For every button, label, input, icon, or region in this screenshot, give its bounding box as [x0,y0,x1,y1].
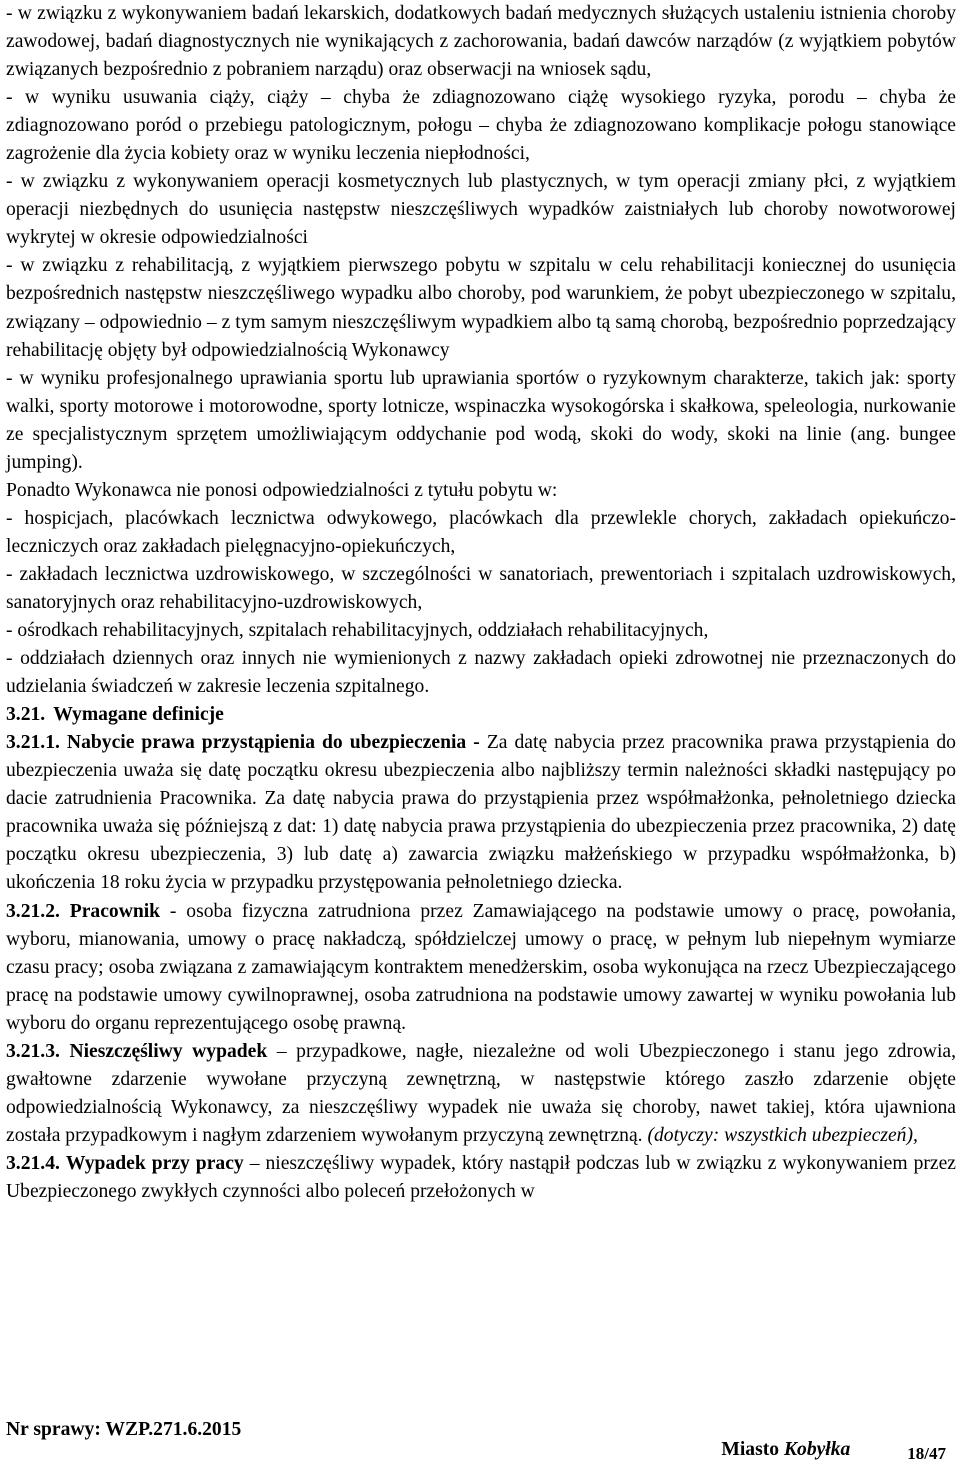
footer-right [721,1436,946,1464]
page-footer [6,1416,946,1464]
city-label: Miasto [721,1439,780,1460]
section-number: 3.21. [6,704,46,726]
definition-item [6,1038,956,1150]
exclusion-item-sanatoria: - zakładach lecznictwa uzdrowiskowego, w szczególności w sanatoriach, prewentoriach i szpitalach uzdrowiskowych, sanatoryjnych oraz rehabilitacyjno-uzdrowiskowych, [6,563,956,613]
definition-text: – nieszczęśliwy wypadek, który nastąpił podczas lub w związku z wykonywaniem przez Ubezpieczonego zwykłych czynności albo poleceń przełożonych w [6,1152,956,1202]
section-title: Wymagane definicje [53,704,224,726]
city-name: Kobyłka [783,1439,851,1460]
definition-term: Nieszczęśliwy wypadek [69,1040,268,1062]
definition-number: 3.21.2. [6,900,60,922]
exclusion-item-cosmetic-surgery: - w związku z wykonywaniem operacji kosmetycznych lub plastycznych, w tym operacji zmiany płci, z wyjątkiem operacji niezbędnych do usunięcia następstw nieszczęśliwych wypadków zaistniałych lub choroby nowotworowej wykrytej w okresie odpowiedzialności [6,171,956,249]
definition-text: – przypadkowe, nagłe, niezależne od woli Ubezpieczonego i stanu jego zdrowia, gwałtowne zdarzenie wywołane przyczyną zewnętrzną, w następstwie którego zaszło zdarzenie objęte odpowiedzialnością Wykonawcy, za nieszczęśliwy wypadek nie uważa się choroby, nawet takiej, która ujawniona została przypadkowym i nagłym zdarzeniem wywołanym przyczyną zewnętrzną. [6,1040,956,1146]
section-heading [6,701,956,729]
definition-number: 3.21.1. [6,732,60,754]
definition-term: Nabycie prawa przystąpienia do ubezpieczenia - [66,732,480,754]
exclusion-item-hospices: - hospicjach, placówkach lecznictwa odwykowego, placówkach dla przewlekle chorych, zakładach opiekuńczo-leczniczych oraz zakładach pielęgnacyjno-opiekuńczych, [6,507,956,557]
exclusion-item-pregnancy: - w wyniku usuwania ciąży, ciąży – chyba że zdiagnozowano ciążę wysokiego ryzyka, porodu – chyba że zdiagnozowano poród o przebiegu patologicznym, połogu – chyba że zdiagnozowano komplikacje połogu stanowiące zagrożenie dla życia kobiety oraz w wyniku leczenia niepłodności, [6,87,956,165]
exclusion-item-rehab-centers: - ośrodkach rehabilitacyjnych, szpitalach rehabilitacyjnych, oddziałach rehabilitacyjnych, [6,620,709,642]
definition-text: - osoba fizyczna zatrudniona przez Zamawiającego na podstawie umowy o pracę, powołania, wyboru, mianowania, umowy o pracę nakładczą, spółdzielczej umowy o pracę, w pełnym lub niepełnym wymiarze czasu pracy; osoba związana z zamawiającym kontraktem menedżerskim, osoba wykonująca na rzecz Ubezpieczającego pracę na podstawie umowy cywilnoprawnej, osoba zatrudniona na podstawie umowy zawartej w wyniku powołania lub wyboru do organu reprezentującego osobę prawną. [6,900,956,1034]
definition-number: 3.21.4. [6,1152,60,1174]
exclusion-item-day-wards: - oddziałach dziennych oraz innych nie wymienionych z nazwy zakładach opieki zdrowotnej nie przeznaczonych do udzielania świadczeń w zakresie leczenia szpitalnego. [6,648,956,698]
page-number: 18/47 [907,1444,946,1463]
definition-item [6,1150,956,1206]
definition-item [6,729,956,897]
definition-number: 3.21.3. [6,1040,60,1062]
definition-note: (dotyczy: wszystkich ubezpieczeń), [647,1124,918,1146]
exclusion-item-risky-sports: - w wyniku profesjonalnego uprawiania sportu lub uprawiania sportów o ryzykownym charakterze, takich jak: sporty walki, sporty motorowe i motorowodne, sporty lotnicze, wspinaczka wysokogórska i skałkowa, speleologia, nurkowanie ze specjalistycznym sprzętem umożliwiającym oddychanie pod wodą, skoki do wody, skoki na linie (ang. bungee jumping). [6,367,956,473]
exclusion-item-medical-tests: - w związku z wykonywaniem badań lekarskich, dodatkowych badań medycznych służących ustaleniu istnienia choroby zawodowej, badań diagnostycznych nie wynikających z zachorowania, badań dawców narządów (z wyjątkiem pobytów związanych bezpośrednio z pobraniem narządu) oraz obserwacji na wniosek sądu, [6,3,956,81]
definition-term: Wypadek przy pracy [65,1152,244,1174]
exclusion-intro: Ponadto Wykonawca nie ponosi odpowiedzialności z tytułu pobytu w: [6,479,558,501]
document-page [6,0,956,1206]
definition-text: Za datę nabycia przez pracownika prawa przystąpienia do ubezpieczenia uważa się datę początku okresu ubezpieczenia albo najbliższy termin należności składki następujący po dacie zatrudnienia Pracownika. Za datę nabycia prawa do przystąpienia przez współmałżonka, pełnoletniego dziecka pracownika uważa się późniejszą z dat: 1) datę nabycia prawa przystąpienia do ubezpieczenia przez pracownika, 2) datę początku okresu ubezpieczenia, 3) lub datę a) zawarcia związku małżeńskiego w przypadku współmałżonka, b) ukończenia 18 roku życia w przypadku przystępowania pełnoletniego dziecka. [6,732,956,894]
case-number: Nr sprawy: WZP.271.6.2015 [6,1419,242,1440]
exclusion-item-rehabilitation: - w związku z rehabilitacją, z wyjątkiem pierwszego pobytu w szpitalu w celu rehabilitacji koniecznej do usunięcia bezpośrednich następstw nieszczęśliwego wypadku albo choroby, pod warunkiem, że pobyt ubezpieczonego w szpitalu, związany – odpowiednio – z tym samym nieszczęśliwym wypadkiem albo tą samą chorobą, bezpośrednio poprzedzający rehabilitację objęty był odpowiedzialnością Wykonawcy [6,255,956,361]
definition-term: Pracownik [69,900,161,922]
definition-item [6,898,956,1038]
